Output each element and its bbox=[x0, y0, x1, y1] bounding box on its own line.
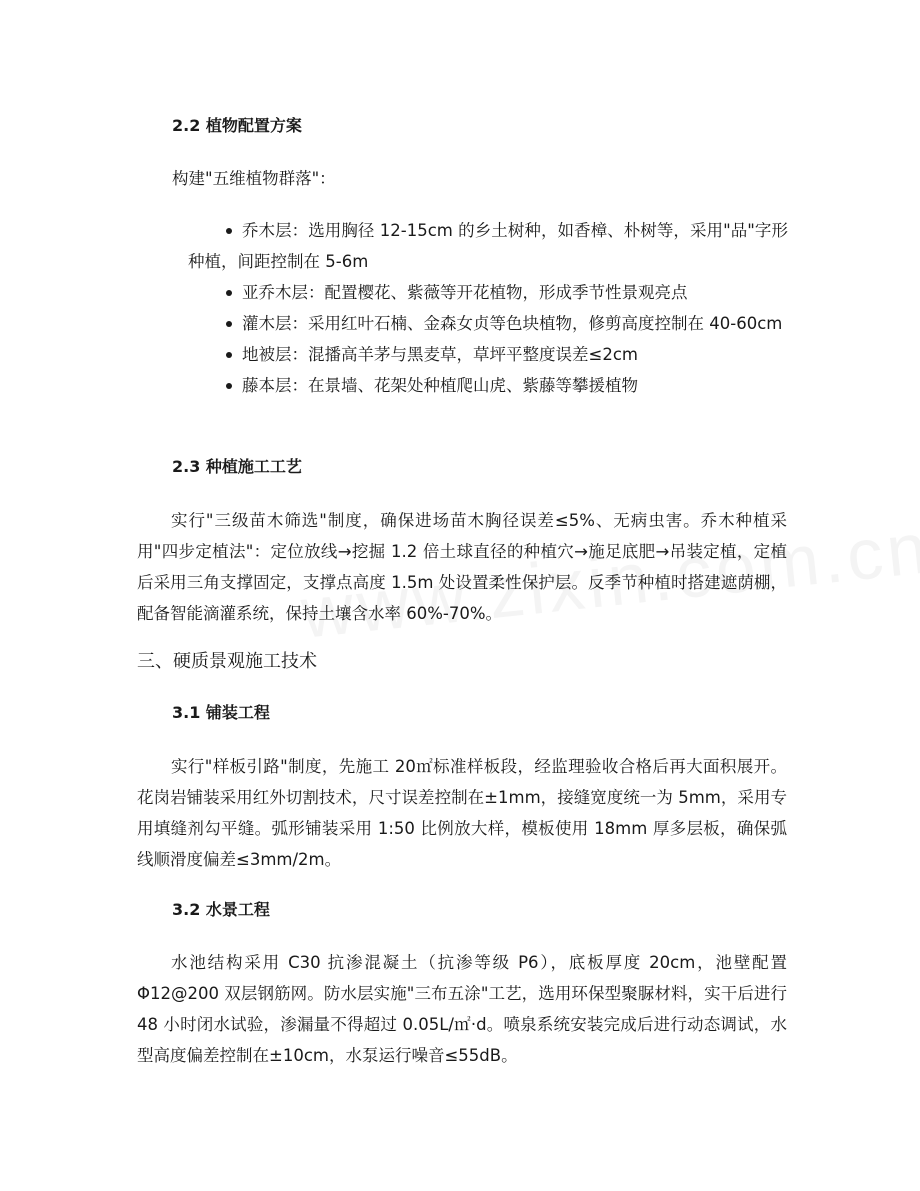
bullet-icon bbox=[226, 290, 232, 296]
list-item bbox=[188, 370, 788, 401]
bullet-icon bbox=[226, 352, 232, 358]
section-3-1-body: 实行"样板引路"制度，先施工 20㎡标准样板段，经监理验收合格后再大面积展开。花岗岩铺装采用红外切割技术，尺寸误差控制在±1mm，接缝宽度统一为 5mm，采用专用填缝剂勾平缝。弧形铺装采用 1:50 比例放大样，模板使用 18mm 厚多层板，确保弧线顺滑度偏差≤3mm/2m。 bbox=[137, 757, 787, 869]
section-3-1-heading: 3.1 铺装工程 bbox=[172, 703, 270, 722]
list-item bbox=[188, 215, 788, 277]
list-item-text: 乔木层：选用胸径 12-15cm 的乡土树种，如香樟、朴树等，采用"品"字形种植，间距控制在 5-6m bbox=[188, 221, 788, 271]
plant-layer-list bbox=[188, 215, 788, 401]
list-item bbox=[188, 277, 788, 308]
list-item bbox=[188, 308, 788, 339]
section-2-2-heading: 2.2 植物配置方案 bbox=[172, 116, 302, 135]
section-2-2-intro: 构建"五维植物群落"： bbox=[172, 169, 336, 188]
list-item-text: 亚乔木层：配置樱花、紫薇等开花植物，形成季节性景观亮点 bbox=[242, 283, 688, 302]
section-2-3-body: 实行"三级苗木筛选"制度，确保进场苗木胸径误差≤5%、无病虫害。乔木种植采用"四步定植法"：定位放线→挖掘 1.2 倍土球直径的种植穴→施足底肥→吊装定植，定植后采用三角支撑固定，支撑点高度 1.5m 处设置柔性保护层。反季节种植时搭建遮荫棚，配备智能滴灌系统，保持土壤含水率 60%-70%。 bbox=[137, 511, 787, 623]
bullet-icon bbox=[226, 228, 232, 234]
section-3-2-heading: 3.2 水景工程 bbox=[172, 900, 270, 919]
list-item-text: 灌木层：采用红叶石楠、金森女贞等色块植物，修剪高度控制在 40-60cm bbox=[242, 314, 783, 333]
list-item bbox=[188, 339, 788, 370]
section-3-2-body: 水池结构采用 C30 抗渗混凝土（抗渗等级 P6），底板厚度 20cm，池壁配置Φ12@200 双层钢筋网。防水层实施"三布五涂"工艺，选用环保型聚脲材料，实干后进行 48 小时闭水试验，渗漏量不得超过 0.05L/㎡·d。喷泉系统安装完成后进行动态调试，水型高度偏差控制在±10cm，水泵运行噪音≤55dB。 bbox=[137, 953, 787, 1065]
list-item-text: 地被层：混播高羊茅与黑麦草，草坪平整度误差≤2cm bbox=[242, 345, 638, 364]
section-3-heading: 三、硬质景观施工技术 bbox=[137, 651, 317, 672]
bullet-icon bbox=[226, 321, 232, 327]
list-item-text: 藤本层：在景墙、花架处种植爬山虎、紫藤等攀援植物 bbox=[242, 376, 638, 395]
section-2-3-heading: 2.3 种植施工工艺 bbox=[172, 457, 302, 476]
bullet-icon bbox=[226, 383, 232, 389]
